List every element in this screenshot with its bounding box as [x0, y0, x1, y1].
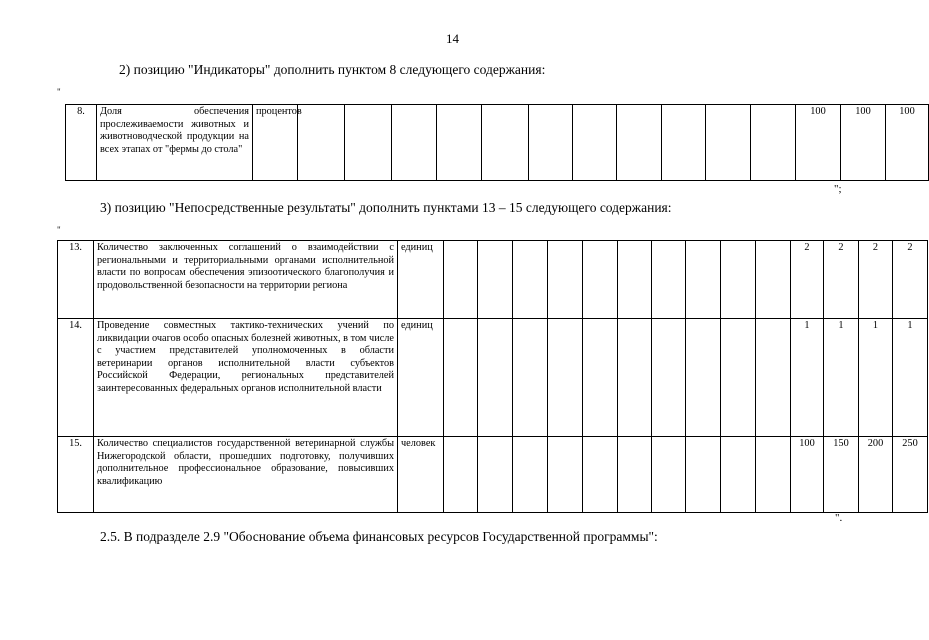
value-cell: 250 — [893, 437, 928, 513]
paragraph-indicators: 2) позицию "Индикаторы" дополнить пунктом 8 следующего содержания: — [119, 62, 546, 77]
row-unit: единиц — [398, 319, 444, 437]
value-cell — [573, 105, 617, 181]
open-quote-1: " — [57, 87, 61, 97]
value-cell — [437, 105, 482, 181]
row-description: Количество заключенных соглашений о взаимодействии с региональными и территориальными органами исполнительной власти по вопросам обеспечения эпизоотического благополучия и продовольственной безопасности на территории региона — [94, 241, 398, 319]
value-cell — [756, 241, 791, 319]
value-cell — [513, 241, 548, 319]
value-cell — [345, 105, 392, 181]
results-table — [57, 240, 928, 513]
value-cell — [751, 105, 796, 181]
value-cell — [706, 105, 751, 181]
value-cell: 100 — [886, 105, 929, 181]
value-cell: 1 — [859, 319, 893, 437]
row-number: 15. — [58, 437, 94, 513]
value-cell — [618, 437, 652, 513]
value-cell — [548, 241, 583, 319]
page-number: 14 — [446, 31, 459, 46]
table-row — [58, 437, 928, 513]
value-cell — [444, 319, 478, 437]
row-number: 14. — [58, 319, 94, 437]
value-cell — [513, 437, 548, 513]
value-cell — [618, 241, 652, 319]
close-quote-1: "; — [834, 183, 842, 195]
value-cell: 1 — [791, 319, 824, 437]
row-description: Количество специалистов государственной ветеринарной службы Нижегородской области, прошедших подготовку, получивших дополнительное профессиональное образование, повысивших квалификацию — [94, 437, 398, 513]
value-cell — [478, 241, 513, 319]
value-cell — [478, 437, 513, 513]
value-cell — [756, 437, 791, 513]
table-row — [58, 319, 928, 437]
value-cell — [548, 437, 583, 513]
value-cell — [652, 319, 686, 437]
value-cell — [482, 105, 529, 181]
value-cell: 150 — [824, 437, 859, 513]
value-cell — [529, 105, 573, 181]
row-unit: процентов — [253, 105, 298, 181]
value-cell — [298, 105, 345, 181]
value-cell: 1 — [824, 319, 859, 437]
table-row — [58, 241, 928, 319]
value-cell — [513, 319, 548, 437]
table-row — [66, 105, 929, 181]
close-quote-2: ". — [835, 512, 843, 524]
value-cell — [478, 319, 513, 437]
value-cell: 2 — [859, 241, 893, 319]
value-cell — [583, 437, 618, 513]
value-cell — [686, 319, 721, 437]
value-cell — [686, 437, 721, 513]
value-cell — [583, 241, 618, 319]
value-cell: 2 — [824, 241, 859, 319]
paragraph-section: 2.5. В подразделе 2.9 "Обоснование объема финансовых ресурсов Государственной программы": — [100, 529, 658, 544]
value-cell — [686, 241, 721, 319]
open-quote-2: " — [57, 225, 61, 235]
row-description: Доля обеспечения прослеживаемости животных и животноводческой продукции на всех этапах от "фермы до стола" — [97, 105, 253, 181]
value-cell — [721, 241, 756, 319]
paragraph-results: 3) позицию "Непосредственные результаты" дополнить пунктами 13 – 15 следующего содержания: — [100, 200, 672, 215]
row-unit: единиц — [398, 241, 444, 319]
value-cell — [444, 241, 478, 319]
value-cell — [662, 105, 706, 181]
value-cell — [756, 319, 791, 437]
value-cell: 200 — [859, 437, 893, 513]
value-cell — [444, 437, 478, 513]
row-unit: человек — [398, 437, 444, 513]
value-cell — [721, 319, 756, 437]
value-cell — [617, 105, 662, 181]
value-cell — [721, 437, 756, 513]
indicators-table — [65, 104, 929, 181]
value-cell — [652, 437, 686, 513]
value-cell: 2 — [791, 241, 824, 319]
row-description: Проведение совместных тактико-технических учений по ликвидации очагов особо опасных болезней животных, в том числе с участием представителей уполномоченных в области ветеринарии органов исполнительной власти субъектов Российской Федерации, региональных представителей заинтересованных федеральных органов исполнительной власти — [94, 319, 398, 437]
value-cell: 100 — [841, 105, 886, 181]
value-cell — [652, 241, 686, 319]
value-cell: 1 — [893, 319, 928, 437]
value-cell — [548, 319, 583, 437]
row-number: 13. — [58, 241, 94, 319]
value-cell: 2 — [893, 241, 928, 319]
row-number: 8. — [66, 105, 97, 181]
value-cell — [583, 319, 618, 437]
value-cell: 100 — [796, 105, 841, 181]
value-cell — [618, 319, 652, 437]
value-cell — [392, 105, 437, 181]
value-cell: 100 — [791, 437, 824, 513]
